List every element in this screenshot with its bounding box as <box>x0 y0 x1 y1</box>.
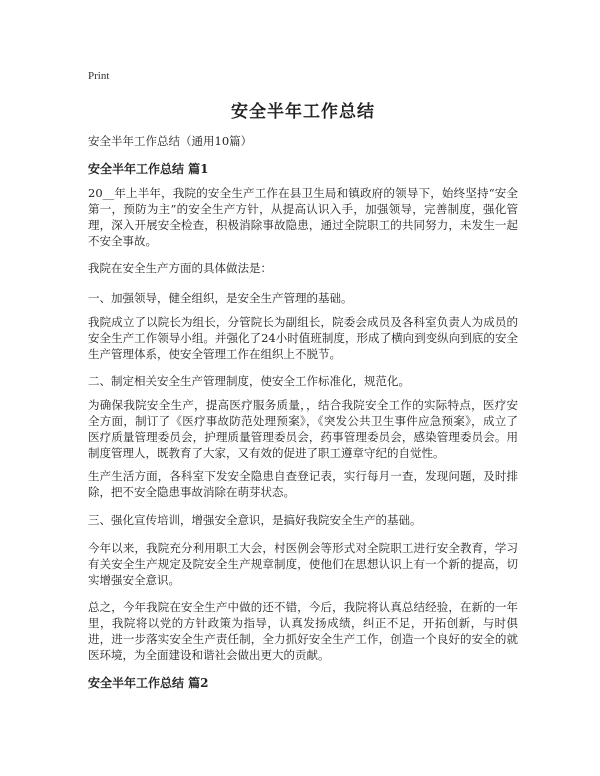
section-heading-2: 安全半年工作总结 篇2 <box>88 676 209 690</box>
paragraph-leadership: 我院成立了以院长为组长，分管院长为副组长，院委会成员及各科室负责人为成员的安全生产工作领导小组。并强化了24小时值班制度，形成了横向到变纵向到底的安全生产管理体系，使安全管理工作在组织上不脱节。 <box>88 315 518 361</box>
paragraph-training: 今年以来，我院充分利用职工大会，村医例会等形式对全院职工进行安全教育，学习有关安全生产规定及院安全生产规章制度，使他们在思想认识上有一个新的提高，切实增强安全意识。 <box>88 541 518 587</box>
paragraph-practices-intro: 我院在安全生产方面的具体做法是： <box>88 261 272 275</box>
section-heading-1: 安全半年工作总结 篇1 <box>88 162 209 176</box>
print-link[interactable]: Print <box>88 70 110 82</box>
paragraph-point-3: 三、强化宣传培训，增强安全意识，是搞好我院安全生产的基础。 <box>88 513 422 527</box>
paragraph-intro: 20__年上半年，我院的安全生产工作在县卫生局和镇政府的领导下，始终坚持“安全第一，预防为主”的安全生产方针，从提高认识入手，加强领导，完善制度，强化管理，深入开展安全检查，积极消除事故隐患，通过全院职工的共同努力，未发生一起不安全事故。 <box>88 186 518 248</box>
paragraph-conclusion: 总之，今年我院在安全生产中做的还不错，今后，我院将认真总结经验，在新的一年里，我院将以党的方针政策为指导，认真发扬成绩，纠正不足，开拓创新，与时俱进，进一步落实安全生产责任制，全力抓好安全生产工作，创造一个良好的安全的就医环境，为全面建设和谐社会做出更大的贡献。 <box>88 600 518 662</box>
paragraph-daily-life: 生产生活方面，各科室下发安全隐患自查登记表，实行每月一查，发现问题，及时排除，把不安全隐患事故消除在萌芽状态。 <box>88 469 518 499</box>
paragraph-point-1: 一、加强领导，健全组织，是安全生产管理的基础。 <box>88 291 353 305</box>
paragraph-regulations: 为确保我院安全生产，提高医疗服务质量，，结合我院安全工作的实际特点，医疗安全方面，制订了《医疗事故防范处理预案》，《突发公共卫生事件应急预案》，成立了医疗质量管理委员会，护理质量管理委员会，药事管理委员会，感染管理委员会。用制度管理人，既教育了大家，又有效的促进了职工遵章守纪的自觉性。 <box>88 398 518 460</box>
page-title: 安全半年工作总结 <box>231 102 375 122</box>
document-subtitle: 安全半年工作总结（通用10篇） <box>88 134 253 148</box>
paragraph-point-2: 二、制定相关安全生产管理制度，使安全工作标准化，规范化。 <box>88 374 410 388</box>
